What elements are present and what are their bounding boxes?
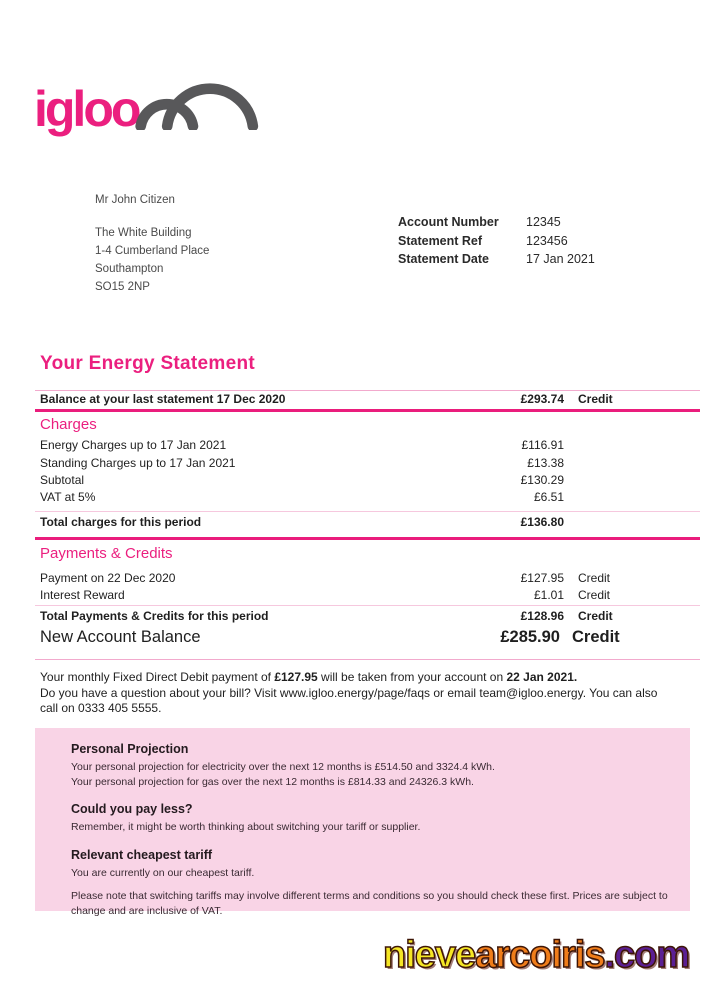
account-details-block <box>398 213 595 269</box>
switching-disclaimer: Please note that switching tariffs may involve different terms and conditions so you should check these first. Prices are subject to change and are inclusive of VAT. <box>71 890 668 917</box>
charge-amount: £6.51 <box>533 490 564 504</box>
divider <box>35 605 700 606</box>
charge-amount: £13.38 <box>527 456 564 470</box>
divider <box>35 537 700 540</box>
total-charges-row <box>40 515 612 529</box>
recipient-name: Mr John Citizen <box>95 194 175 206</box>
charge-label: Subtotal <box>40 473 85 487</box>
watermark-part-3: .com <box>604 934 690 976</box>
balance-row <box>40 392 612 406</box>
address-line-4: SO15 2NP <box>95 281 150 293</box>
payment-status: Credit <box>578 588 611 602</box>
dd-date: 22 Jan 2021. <box>506 670 578 684</box>
dd-text-middle: will be taken from your account on <box>317 670 507 684</box>
charge-row-subtotal <box>40 473 612 487</box>
new-balance-status: Credit <box>572 628 620 646</box>
divider <box>35 390 700 391</box>
charge-amount: £130.29 <box>520 473 564 487</box>
personal-projection-heading: Personal Projection <box>71 742 189 756</box>
statement-date-row <box>398 250 595 269</box>
charge-row-standing <box>40 456 612 470</box>
projection-electricity-line: Your personal projection for electricity over the next 12 months is £514.50 and 3324.4 kWh. <box>71 761 495 773</box>
watermark-part-1: nieve <box>383 934 476 976</box>
total-charges-label: Total charges for this period <box>40 515 202 529</box>
payment-label: Payment on 22 Dec 2020 <box>40 571 176 585</box>
contact-note: Do you have a question about your bill? Visit www.igloo.energy/page/faqs or email team@igloo.energy. You can also call on 0333 405 5555. <box>40 686 658 715</box>
divider <box>35 409 700 412</box>
statement-ref-value: 123456 <box>526 233 568 248</box>
charge-label: Energy Charges up to 17 Jan 2021 <box>40 438 227 452</box>
total-payments-amount: £128.96 <box>520 609 564 623</box>
statement-ref-label: Statement Ref <box>398 233 483 248</box>
divider <box>35 511 700 512</box>
total-charges-amount: £136.80 <box>520 515 564 529</box>
balance-status: Credit <box>578 392 613 406</box>
igloo-logo <box>34 58 260 137</box>
total-payments-row <box>40 609 612 623</box>
new-balance-label: New Account Balance <box>40 628 201 646</box>
cheapest-tariff-heading: Relevant cheapest tariff <box>71 847 213 862</box>
watermark-part-2: arcoiris <box>475 934 605 976</box>
personal-projection-box <box>35 728 690 917</box>
address-line-3: Southampton <box>95 263 164 275</box>
payment-label: Interest Reward <box>40 588 125 602</box>
total-payments-status: Credit <box>578 609 613 623</box>
divider <box>35 659 700 660</box>
payment-amount: £127.95 <box>520 571 564 585</box>
charge-row-vat <box>40 490 612 504</box>
statement-date-label: Statement Date <box>398 252 489 266</box>
address-line-1: The White Building <box>95 227 192 239</box>
pay-less-heading: Could you pay less? <box>71 802 193 816</box>
igloo-logo-text: igloo <box>34 81 139 137</box>
watermark <box>383 934 689 977</box>
dd-amount: £127.95 <box>274 670 318 684</box>
direct-debit-note <box>40 670 658 685</box>
total-payments-label: Total Payments & Credits for this period <box>40 609 269 623</box>
interest-reward-row <box>40 588 612 602</box>
statement-date-value: 17 Jan 2021 <box>526 252 595 266</box>
charge-amount: £116.91 <box>521 438 564 452</box>
balance-amount: £293.74 <box>520 392 564 406</box>
statement-ref-row <box>398 232 595 251</box>
charge-row-energy <box>40 438 612 452</box>
dd-text-prefix: Your monthly Fixed Direct Debit payment of <box>40 670 275 684</box>
charge-label: Standing Charges up to 17 Jan 2021 <box>40 456 236 470</box>
charge-label: VAT at 5% <box>40 490 96 504</box>
pay-less-text: Remember, it might be worth thinking about switching your tariff or supplier. <box>71 821 421 833</box>
account-number-label: Account Number <box>398 215 499 229</box>
address-line-2: 1-4 Cumberland Place <box>95 245 210 257</box>
cheapest-tariff-text: You are currently on our cheapest tariff. <box>71 866 255 879</box>
payment-amount: £1.01 <box>533 588 564 602</box>
payment-row <box>40 571 612 585</box>
account-number-value: 12345 <box>526 215 561 229</box>
payments-heading: Payments & Credits <box>40 545 173 562</box>
recipient-address-block <box>95 194 209 296</box>
balance-label: Balance at your last statement 17 Dec 2020 <box>40 392 286 406</box>
account-number-row <box>398 213 595 232</box>
charges-heading: Charges <box>40 416 97 433</box>
payment-status: Credit <box>578 571 611 585</box>
igloo-arch-icon <box>132 58 260 130</box>
new-balance-amount: £285.90 <box>500 628 560 646</box>
page-title: Your Energy Statement <box>40 353 255 374</box>
projection-gas-line: Your personal projection for gas over the next 12 months is £814.33 and 24326.3 kWh. <box>71 775 474 788</box>
new-account-balance-row <box>40 628 620 647</box>
